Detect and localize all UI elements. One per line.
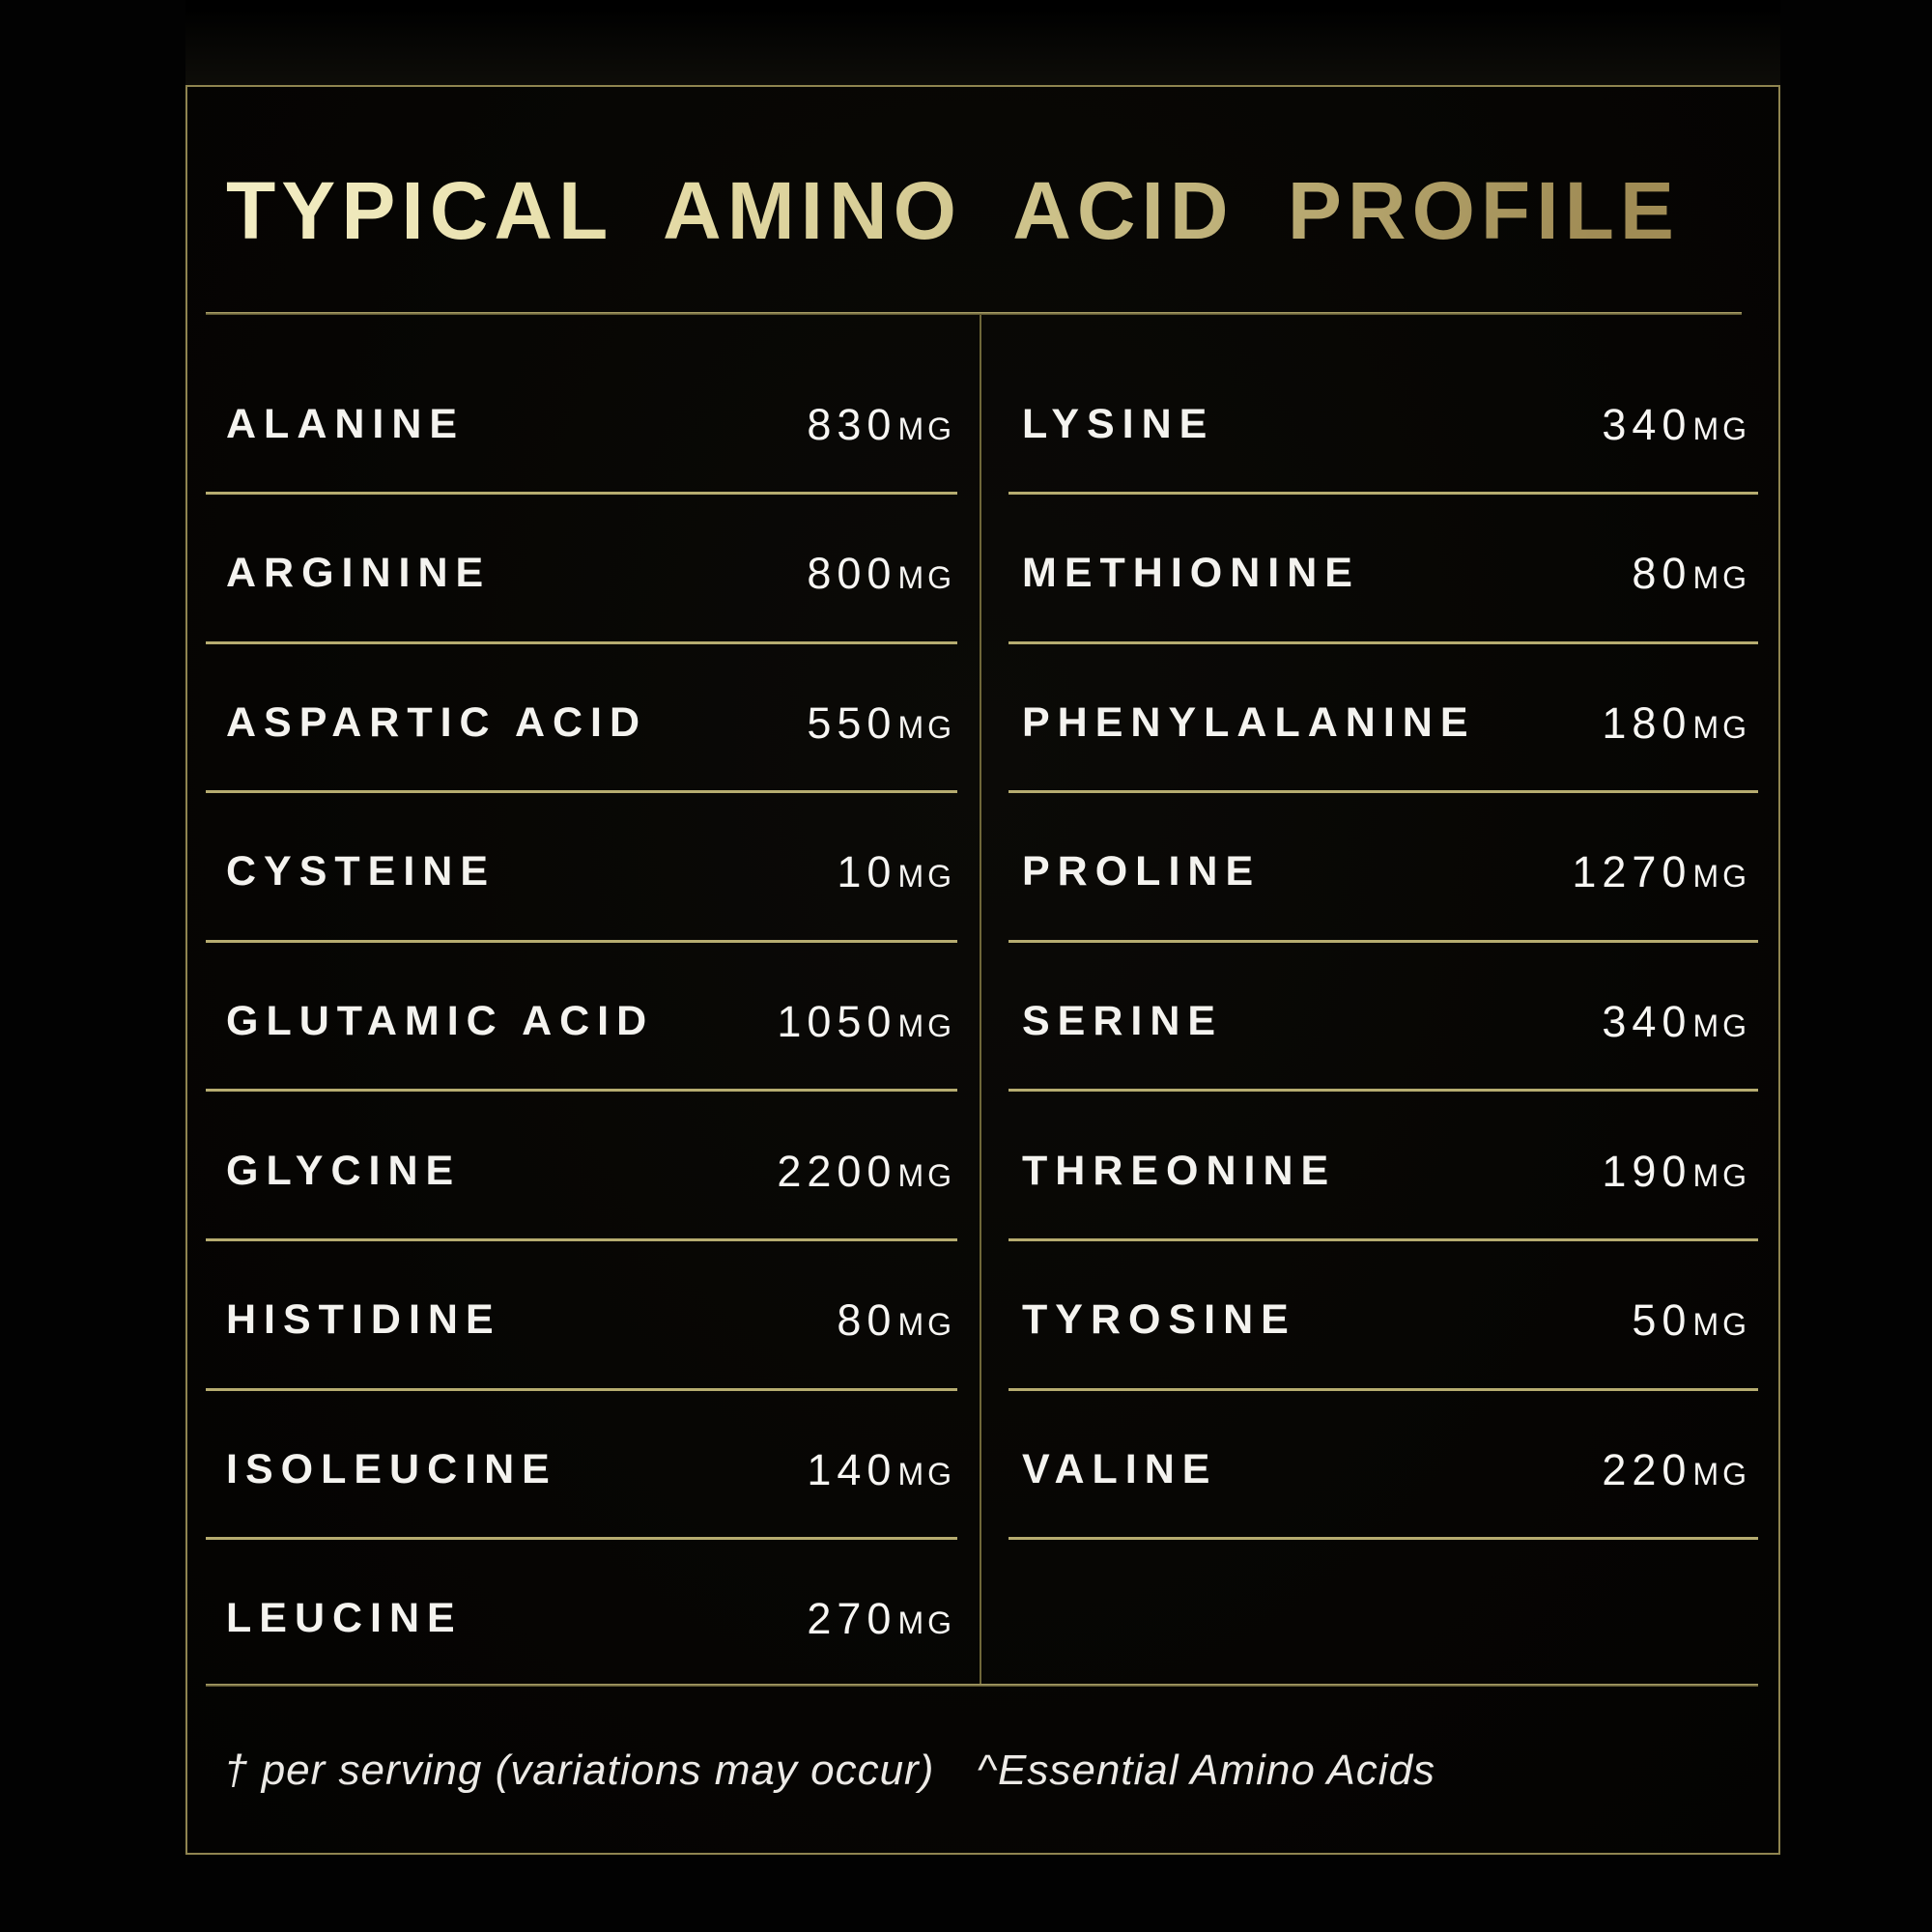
amount-unit: MG [1692, 1456, 1750, 1492]
table-row [206, 641, 957, 791]
table-row [1009, 492, 1758, 641]
table-row [206, 492, 957, 641]
table-row [206, 1238, 957, 1388]
amino-acid-amount: 340MG [1602, 997, 1750, 1047]
amount-unit: MG [897, 709, 955, 745]
amount-unit: MG [897, 1009, 955, 1044]
table-column-right [1009, 315, 1758, 1687]
amount-unit: MG [1692, 412, 1750, 446]
amino-acid-name: HISTIDINE [226, 1296, 501, 1344]
table-row [1009, 315, 1758, 492]
amino-acid-name: METHIONINE [1022, 550, 1360, 597]
table-row [1009, 1089, 1758, 1238]
amino-acid-amount: 270MG [807, 1594, 955, 1644]
table-row [206, 1089, 957, 1238]
amount-unit: MG [897, 1307, 955, 1343]
amino-acid-amount: 2200MG [777, 1146, 955, 1196]
amino-acid-amount: 10MG [837, 847, 955, 897]
title-dagger-superscript: † [1685, 156, 1711, 206]
table-column-left [206, 315, 957, 1687]
amount-unit: MG [1692, 1307, 1750, 1343]
amino-acid-amount: 80MG [837, 1295, 955, 1346]
amino-acid-name: GLUTAMIC ACID [226, 998, 655, 1045]
amino-acid-name: PROLINE [1022, 848, 1262, 895]
amount-unit: MG [1692, 859, 1750, 895]
footnote-essential: ^Essential Amino Acids [977, 1747, 1436, 1794]
amount-unit: MG [1692, 1009, 1750, 1044]
table-row [1009, 641, 1758, 791]
table-row [206, 1537, 957, 1687]
page-title [226, 156, 1711, 256]
table-row [1009, 1238, 1758, 1388]
amount-unit: MG [1692, 709, 1750, 745]
amount-unit: MG [897, 560, 955, 596]
amino-acid-name: ISOLEUCINE [226, 1445, 557, 1492]
background-glow [185, 0, 1780, 85]
amino-acid-name: LEUCINE [226, 1595, 463, 1642]
amount-unit: MG [897, 859, 955, 895]
amino-acid-amount: 340MG [1602, 400, 1750, 449]
amino-acid-amount: 1270MG [1572, 847, 1750, 897]
amino-acid-name: LYSINE [1022, 401, 1215, 447]
amount-unit: MG [897, 412, 955, 446]
table-row [206, 940, 957, 1090]
table-row [206, 315, 957, 492]
amino-acid-name: GLYCINE [226, 1147, 462, 1194]
amino-acid-amount: 800MG [807, 549, 955, 599]
amount-unit: MG [897, 1157, 955, 1193]
amino-acid-name: ALANINE [226, 401, 466, 447]
amino-acid-name: PHENYLALANINE [1022, 698, 1476, 746]
amount-unit: MG [1692, 560, 1750, 596]
amino-acid-amount: 140MG [807, 1444, 955, 1494]
amino-acid-amount: 190MG [1602, 1146, 1750, 1196]
amino-acid-name: THREONINE [1022, 1147, 1337, 1194]
amount-unit: MG [1692, 1157, 1750, 1193]
amount-unit: MG [897, 1605, 955, 1641]
footnote-serving: † per serving (variations may occur) [224, 1747, 935, 1794]
amino-acid-name: ASPARTIC ACID [226, 698, 648, 746]
table-row [1009, 940, 1758, 1090]
amino-acid-amount: 1050MG [777, 997, 955, 1047]
table-row-empty [1009, 1537, 1758, 1687]
amino-acid-amount: 550MG [807, 697, 955, 748]
table-row [206, 790, 957, 940]
amino-acid-amount: 80MG [1632, 549, 1750, 599]
amount-unit: MG [897, 1456, 955, 1492]
table-row [1009, 790, 1758, 940]
table-row [206, 1388, 957, 1538]
amino-acid-amount: 50MG [1632, 1295, 1750, 1346]
amino-acid-amount: 830MG [807, 400, 955, 449]
amino-acid-name: VALINE [1022, 1445, 1218, 1492]
amino-acid-name: ARGININE [226, 550, 492, 597]
amino-acid-profile-card [185, 85, 1780, 1855]
footnote [187, 1687, 1778, 1855]
table-row [1009, 1388, 1758, 1538]
amino-acid-amount: 220MG [1602, 1444, 1750, 1494]
amino-acid-name: CYSTEINE [226, 848, 497, 895]
page-title-text: TYPICAL AMINO ACID PROFILE [226, 165, 1680, 256]
amino-acid-name: SERINE [1022, 998, 1224, 1045]
amino-acid-amount: 180MG [1602, 697, 1750, 748]
column-divider [980, 315, 981, 1685]
amino-acid-name: TYROSINE [1022, 1296, 1296, 1344]
